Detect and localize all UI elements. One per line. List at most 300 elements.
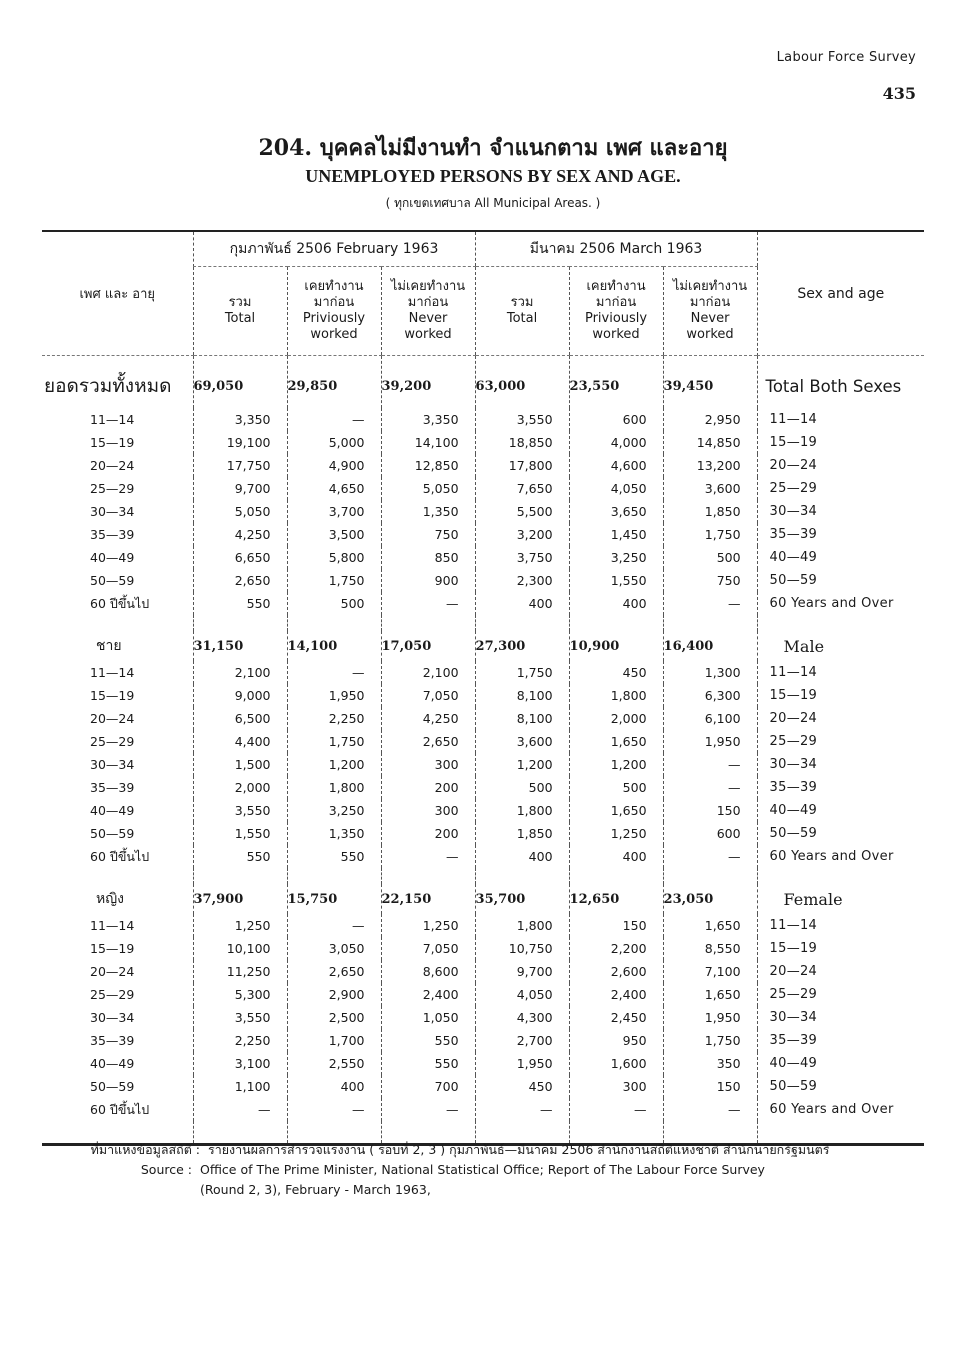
cell-value: 5,050 — [193, 500, 287, 523]
age-group-english: 30—34 — [757, 500, 924, 523]
cell-value: 2,000 — [193, 776, 287, 799]
cell-value: 1,100 — [193, 1075, 287, 1098]
cell-value: 1,650 — [663, 983, 757, 1006]
header-subcolumn — [287, 267, 381, 356]
age-group-thai: 11—14 — [90, 665, 135, 680]
spacer-cell — [193, 868, 287, 884]
cell-value: 4,050 — [475, 983, 569, 1006]
age-group-english: 11—14 — [757, 914, 924, 937]
age-group-english: 35—39 — [757, 776, 924, 799]
cell-value: 8,600 — [381, 960, 475, 983]
cell-value: 150 — [663, 799, 757, 822]
cell-value: 700 — [381, 1075, 475, 1098]
cell-value: 600 — [663, 822, 757, 845]
cell-value: — — [663, 845, 757, 868]
group-total-value: 23,050 — [663, 884, 757, 914]
cell-value: 5,300 — [193, 983, 287, 1006]
cell-value: 4,000 — [569, 431, 663, 454]
cell-value: 3,750 — [475, 546, 569, 569]
cell-value: 300 — [569, 1075, 663, 1098]
spacer-cell — [663, 868, 757, 884]
running-head: Labour Force Survey — [776, 50, 916, 65]
cell-value: 400 — [569, 592, 663, 615]
age-group-english: 15—19 — [757, 937, 924, 960]
age-group-english: 60 Years and Over — [757, 592, 924, 615]
cell-value: 200 — [381, 776, 475, 799]
cell-value: — — [663, 776, 757, 799]
header-subcolumn-line: Priviously — [302, 311, 366, 326]
source-note — [50, 1140, 930, 1200]
cell-value: 4,600 — [569, 454, 663, 477]
cell-value: 550 — [193, 845, 287, 868]
cell-value: 8,100 — [475, 707, 569, 730]
cell-value: 3,250 — [569, 546, 663, 569]
cell-value: 1,800 — [475, 914, 569, 937]
cell-value: 2,650 — [287, 960, 381, 983]
cell-value: 10,750 — [475, 937, 569, 960]
group-total-value: 16,400 — [663, 631, 757, 661]
cell-value: — — [569, 1098, 663, 1121]
header-sex-age-english: Sex and age — [757, 232, 924, 356]
cell-value: 6,300 — [663, 684, 757, 707]
group-label-thai: ชาย — [96, 638, 122, 654]
table-row — [42, 937, 924, 960]
source-text-english-continued: (Round 2, 3), February - March 1963, — [200, 1182, 431, 1197]
cell-value: 19,100 — [193, 431, 287, 454]
cell-value: 200 — [381, 822, 475, 845]
cell-value: 550 — [193, 592, 287, 615]
age-group-thai: 40—49 — [90, 803, 135, 818]
header-subcolumn-line: Total — [224, 311, 256, 326]
cell-value: 3,600 — [475, 730, 569, 753]
cell-value: 13,200 — [663, 454, 757, 477]
group-total-value: 63,000 — [475, 356, 569, 409]
header-subcolumn-line: ไม่เคยทำงาน — [390, 279, 466, 294]
age-group-thai: 40—49 — [90, 1056, 135, 1071]
group-total-value: 31,150 — [193, 631, 287, 661]
cell-value: 6,500 — [193, 707, 287, 730]
group-total-value: 37,900 — [193, 884, 287, 914]
age-group-thai: 30—34 — [90, 757, 135, 772]
header-subcolumn — [569, 267, 663, 356]
age-group-english: 50—59 — [757, 822, 924, 845]
cell-value: 400 — [475, 845, 569, 868]
table-row — [42, 661, 924, 684]
cell-value: 2,600 — [569, 960, 663, 983]
cell-value: 1,250 — [381, 914, 475, 937]
cell-value: 1,050 — [381, 1006, 475, 1029]
age-group-english: 25—29 — [757, 477, 924, 500]
age-group-thai: 60 ปีขึ้นไป — [90, 848, 150, 864]
age-group-thai: 35—39 — [90, 1033, 135, 1048]
cell-value: 2,700 — [475, 1029, 569, 1052]
cell-value: — — [381, 845, 475, 868]
header-subcolumn-line: Never — [690, 311, 730, 326]
cell-value: 500 — [475, 776, 569, 799]
age-group-english: 20—24 — [757, 960, 924, 983]
table-subtitle: ( ทุกเขตเทศบาล All Municipal Areas. ) — [385, 196, 601, 210]
cell-value: 2,400 — [381, 983, 475, 1006]
group-label-english: Male — [757, 631, 924, 661]
cell-value: 850 — [381, 546, 475, 569]
cell-value: 150 — [663, 1075, 757, 1098]
cell-value: 1,350 — [381, 500, 475, 523]
table-title-english: UNEMPLOYED PERSONS BY SEX AND AGE. — [305, 166, 681, 186]
cell-value: 17,800 — [475, 454, 569, 477]
group-total-value: 17,050 — [381, 631, 475, 661]
cell-value: 1,250 — [569, 822, 663, 845]
age-group-english: 40—49 — [757, 799, 924, 822]
group-total-value: 23,550 — [569, 356, 663, 409]
age-group-english: 30—34 — [757, 753, 924, 776]
cell-value: 1,750 — [287, 569, 381, 592]
cell-value: 8,100 — [475, 684, 569, 707]
cell-value: 1,600 — [569, 1052, 663, 1075]
cell-value: 1,700 — [287, 1029, 381, 1052]
cell-value: 300 — [381, 799, 475, 822]
table-row — [42, 914, 924, 937]
age-group-thai: 20—24 — [90, 711, 135, 726]
header-period-march: มีนาคม 2506 March 1963 — [475, 232, 757, 267]
cell-value: 9,700 — [193, 477, 287, 500]
table-title-thai: 204. บุคคลไม่มีงานทำ จำแนกตาม เพศ และอายุ — [258, 135, 728, 161]
cell-value: 9,000 — [193, 684, 287, 707]
cell-value: 1,650 — [663, 914, 757, 937]
header-subcolumn-line: มาก่อน — [689, 295, 731, 310]
table-row — [42, 845, 924, 868]
cell-value: 3,650 — [569, 500, 663, 523]
header-subcolumn-line: เคยทำงาน — [586, 279, 646, 294]
age-group-english: 15—19 — [757, 431, 924, 454]
header-subcolumn — [193, 267, 287, 356]
cell-value: 400 — [569, 845, 663, 868]
age-group-thai: 30—34 — [90, 1010, 135, 1025]
cell-value: 1,750 — [475, 661, 569, 684]
cell-value: 1,800 — [475, 799, 569, 822]
table-row — [42, 1052, 924, 1075]
cell-value: 2,900 — [287, 983, 381, 1006]
cell-value: — — [381, 1098, 475, 1121]
cell-value: 1,950 — [663, 730, 757, 753]
age-group-english: 20—24 — [757, 454, 924, 477]
cell-value: 500 — [287, 592, 381, 615]
age-group-thai: 50—59 — [90, 573, 135, 588]
header-subcolumn — [475, 267, 569, 356]
cell-value: 550 — [287, 845, 381, 868]
cell-value: 1,300 — [663, 661, 757, 684]
cell-value: 900 — [381, 569, 475, 592]
group-label-english: Total Both Sexes — [757, 356, 924, 409]
cell-value: — — [663, 1098, 757, 1121]
header-subcolumn-line: รวม — [510, 295, 534, 310]
spacer-cell — [569, 615, 663, 631]
spacer-cell — [42, 868, 193, 884]
cell-value: 7,650 — [475, 477, 569, 500]
table-row — [42, 753, 924, 776]
table-row — [42, 592, 924, 615]
source-label-english: Source : — [140, 1162, 192, 1177]
cell-value: 350 — [663, 1052, 757, 1075]
age-group-english: 35—39 — [757, 1029, 924, 1052]
cell-value: 400 — [287, 1075, 381, 1098]
cell-value: 3,250 — [287, 799, 381, 822]
cell-value: 4,400 — [193, 730, 287, 753]
spacer-cell — [663, 615, 757, 631]
age-group-english: 60 Years and Over — [757, 1098, 924, 1121]
cell-value: 1,650 — [569, 730, 663, 753]
group-total-value: 39,450 — [663, 356, 757, 409]
group-total-value: 39,200 — [381, 356, 475, 409]
cell-value: 1,200 — [475, 753, 569, 776]
header-subcolumn-line: มาก่อน — [407, 295, 449, 310]
table-row — [42, 546, 924, 569]
cell-value: 4,250 — [381, 707, 475, 730]
age-group-english: 25—29 — [757, 983, 924, 1006]
spacer-cell — [287, 868, 381, 884]
unemployment-table — [42, 230, 924, 1146]
age-group-english: 40—49 — [757, 546, 924, 569]
age-group-thai: 25—29 — [90, 987, 135, 1002]
cell-value: 5,050 — [381, 477, 475, 500]
group-total-row — [42, 356, 924, 409]
group-total-value: 35,700 — [475, 884, 569, 914]
spacer-cell — [569, 868, 663, 884]
cell-value: 2,100 — [381, 661, 475, 684]
spacer-cell — [757, 868, 924, 884]
cell-value: 8,550 — [663, 937, 757, 960]
table-row — [42, 477, 924, 500]
cell-value: 550 — [381, 1052, 475, 1075]
cell-value: 3,550 — [193, 1006, 287, 1029]
age-group-english: 35—39 — [757, 523, 924, 546]
cell-value: 1,800 — [287, 776, 381, 799]
cell-value: 150 — [569, 914, 663, 937]
table-row — [42, 431, 924, 454]
header-subcolumn-line: worked — [310, 327, 358, 342]
cell-value: 1,750 — [287, 730, 381, 753]
age-group-thai: 50—59 — [90, 826, 135, 841]
group-label-thai: หญิง — [96, 891, 124, 907]
cell-value: 1,750 — [663, 1029, 757, 1052]
cell-value: 2,500 — [287, 1006, 381, 1029]
cell-value: 1,750 — [663, 523, 757, 546]
spacer-cell — [193, 615, 287, 631]
age-group-thai: 30—34 — [90, 504, 135, 519]
cell-value: 450 — [475, 1075, 569, 1098]
header-sex-age-thai: เพศ และ อายุ — [42, 232, 193, 356]
cell-value: 750 — [663, 569, 757, 592]
group-label-thai: ยอดรวมทั้งหมด — [44, 375, 172, 397]
age-group-english: 30—34 — [757, 1006, 924, 1029]
cell-value: 500 — [663, 546, 757, 569]
table-row — [42, 1006, 924, 1029]
group-label-english: Female — [757, 884, 924, 914]
cell-value: 6,650 — [193, 546, 287, 569]
table-row — [42, 569, 924, 592]
age-group-english: 40—49 — [757, 1052, 924, 1075]
group-total-value: 15,750 — [287, 884, 381, 914]
group-total-value: 10,900 — [569, 631, 663, 661]
cell-value: — — [287, 661, 381, 684]
page-number: 435 — [882, 84, 916, 103]
group-total-value: 27,300 — [475, 631, 569, 661]
cell-value: — — [287, 1098, 381, 1121]
age-group-english: 50—59 — [757, 569, 924, 592]
age-group-english: 15—19 — [757, 684, 924, 707]
age-group-english: 11—14 — [757, 408, 924, 431]
age-group-english: 50—59 — [757, 1075, 924, 1098]
cell-value: 450 — [569, 661, 663, 684]
cell-value: 1,550 — [193, 822, 287, 845]
cell-value: 11,250 — [193, 960, 287, 983]
cell-value: 400 — [475, 592, 569, 615]
age-group-english: 11—14 — [757, 661, 924, 684]
cell-value: 1,850 — [475, 822, 569, 845]
cell-value: 2,000 — [569, 707, 663, 730]
cell-value: 1,950 — [475, 1052, 569, 1075]
group-total-row — [42, 884, 924, 914]
spacer-cell — [42, 615, 193, 631]
cell-value: 2,650 — [193, 569, 287, 592]
cell-value: 3,350 — [193, 408, 287, 431]
cell-value: — — [663, 753, 757, 776]
header-subcolumn-line: Total — [506, 311, 538, 326]
header-subcolumn — [663, 267, 757, 356]
header-subcolumn — [381, 267, 475, 356]
data-table — [42, 232, 924, 1143]
source-label-thai: ที่มาแห่งข้อมูลสถิติ : — [90, 1142, 200, 1157]
table-row — [42, 983, 924, 1006]
cell-value: 1,450 — [569, 523, 663, 546]
cell-value: 2,950 — [663, 408, 757, 431]
spacer-cell — [287, 615, 381, 631]
cell-value: 1,650 — [569, 799, 663, 822]
age-group-english: 25—29 — [757, 730, 924, 753]
cell-value: 1,550 — [569, 569, 663, 592]
table-row — [42, 707, 924, 730]
cell-value: 3,550 — [475, 408, 569, 431]
table-row — [42, 822, 924, 845]
cell-value: 1,350 — [287, 822, 381, 845]
group-total-row — [42, 631, 924, 661]
cell-value: 4,050 — [569, 477, 663, 500]
header-subcolumn-line: worked — [686, 327, 734, 342]
cell-value: 7,050 — [381, 937, 475, 960]
cell-value: 6,100 — [663, 707, 757, 730]
age-group-english: 60 Years and Over — [757, 845, 924, 868]
cell-value: 14,100 — [381, 431, 475, 454]
header-subcolumn-line: worked — [404, 327, 452, 342]
cell-value: 5,800 — [287, 546, 381, 569]
cell-value: 3,500 — [287, 523, 381, 546]
group-spacer — [42, 868, 924, 884]
header-subcolumn-line: เคยทำงาน — [304, 279, 364, 294]
group-total-value: 29,850 — [287, 356, 381, 409]
cell-value: 550 — [381, 1029, 475, 1052]
table-row — [42, 960, 924, 983]
cell-value: 1,200 — [569, 753, 663, 776]
spacer-cell — [381, 615, 475, 631]
cell-value: 2,100 — [193, 661, 287, 684]
cell-value: 750 — [381, 523, 475, 546]
cell-value: 3,550 — [193, 799, 287, 822]
cell-value: 2,400 — [569, 983, 663, 1006]
group-total-value: 14,100 — [287, 631, 381, 661]
source-text-english: Office of The Prime Minister, National Statistical Office; Report of The Labour Force Survey — [200, 1162, 765, 1177]
cell-value: 5,000 — [287, 431, 381, 454]
table-row — [42, 454, 924, 477]
header-subcolumn-line: worked — [592, 327, 640, 342]
cell-value: 1,850 — [663, 500, 757, 523]
spacer-cell — [475, 615, 569, 631]
cell-value: 1,950 — [663, 1006, 757, 1029]
cell-value: 3,200 — [475, 523, 569, 546]
cell-value: 4,300 — [475, 1006, 569, 1029]
age-group-thai: 40—49 — [90, 550, 135, 565]
header-subcolumn-line: Never — [408, 311, 448, 326]
cell-value: 1,800 — [569, 684, 663, 707]
cell-value: — — [663, 592, 757, 615]
cell-value: 5,500 — [475, 500, 569, 523]
source-label-spacer — [50, 1180, 200, 1200]
cell-value: — — [193, 1098, 287, 1121]
cell-value: 4,650 — [287, 477, 381, 500]
cell-value: 7,100 — [663, 960, 757, 983]
cell-value: 3,350 — [381, 408, 475, 431]
header-subcolumn-line: ไม่เคยทำงาน — [672, 279, 748, 294]
spacer-cell — [381, 868, 475, 884]
age-group-thai: 20—24 — [90, 458, 135, 473]
cell-value: 1,250 — [193, 914, 287, 937]
cell-value: 2,550 — [287, 1052, 381, 1075]
age-group-english: 20—24 — [757, 707, 924, 730]
cell-value: 500 — [569, 776, 663, 799]
age-group-thai: 15—19 — [90, 688, 135, 703]
cell-value: 300 — [381, 753, 475, 776]
cell-value: 2,300 — [475, 569, 569, 592]
table-row — [42, 730, 924, 753]
cell-value: 12,850 — [381, 454, 475, 477]
spacer-cell — [475, 868, 569, 884]
cell-value: 1,500 — [193, 753, 287, 776]
header-subcolumn-line: Priviously — [584, 311, 648, 326]
table-row — [42, 408, 924, 431]
cell-value: — — [381, 592, 475, 615]
cell-value: 950 — [569, 1029, 663, 1052]
age-group-thai: 35—39 — [90, 527, 135, 542]
table-row — [42, 500, 924, 523]
age-group-thai: 60 ปีขึ้นไป — [90, 1101, 150, 1117]
age-group-thai: 25—29 — [90, 481, 135, 496]
age-group-thai: 25—29 — [90, 734, 135, 749]
age-group-thai: 20—24 — [90, 964, 135, 979]
cell-value: 3,100 — [193, 1052, 287, 1075]
table-row — [42, 1098, 924, 1121]
age-group-thai: 35—39 — [90, 780, 135, 795]
table-row — [42, 1075, 924, 1098]
cell-value: 2,450 — [569, 1006, 663, 1029]
age-group-thai: 15—19 — [90, 435, 135, 450]
group-total-value: 12,650 — [569, 884, 663, 914]
cell-value: 14,850 — [663, 431, 757, 454]
group-total-value: 22,150 — [381, 884, 475, 914]
cell-value: — — [287, 914, 381, 937]
cell-value: 9,700 — [475, 960, 569, 983]
cell-value: 3,600 — [663, 477, 757, 500]
cell-value: 2,250 — [193, 1029, 287, 1052]
cell-value: — — [287, 408, 381, 431]
header-period-february: กุมภาพันธ์ 2506 February 1963 — [193, 232, 475, 267]
